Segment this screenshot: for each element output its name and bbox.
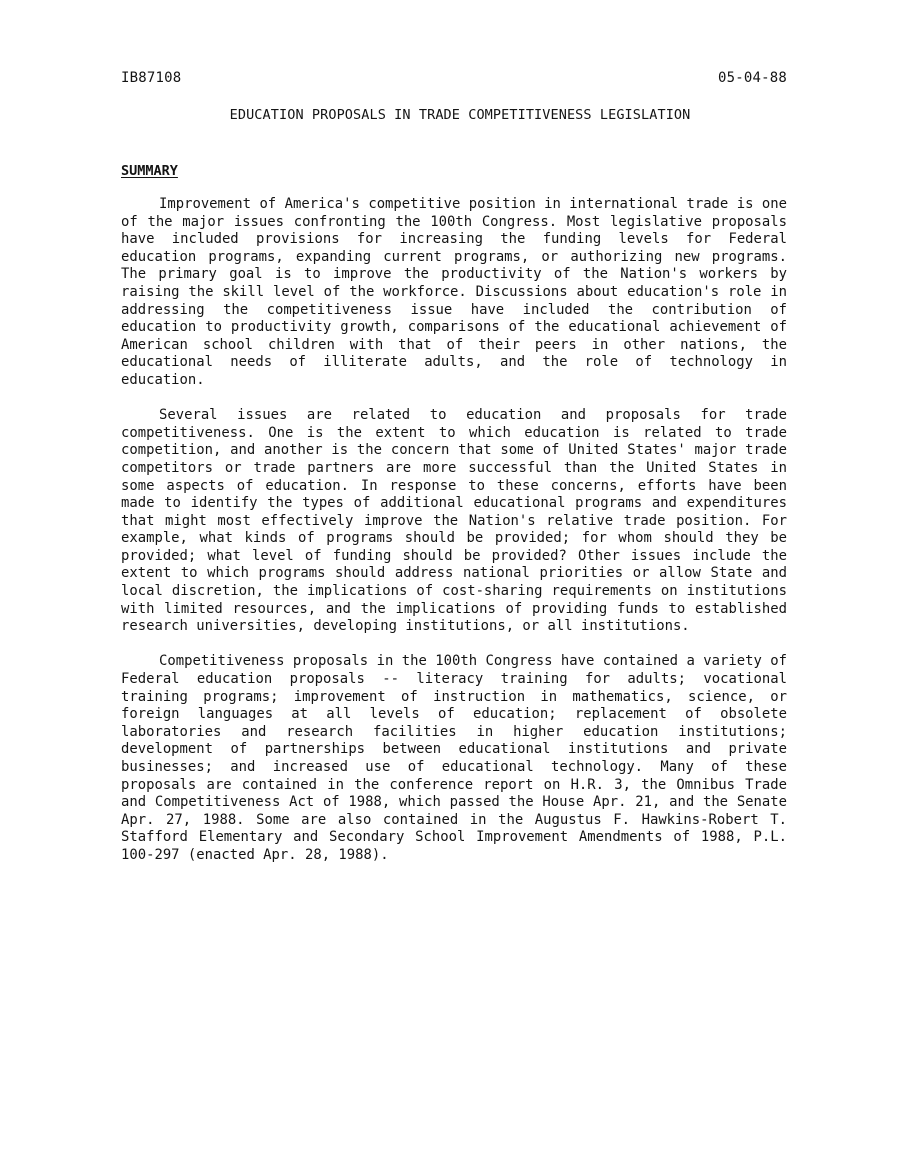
document-title: EDUCATION PROPOSALS IN TRADE COMPETITIVENESS LEGISLATION	[229, 107, 691, 123]
document-number: IB87108	[121, 70, 182, 86]
summary-paragraph-2: Several issues are related to education and proposals for trade competitiveness. One is the extent to which education is related to trade competition, and another is the concern that some of United States' major trade competitors or trade partners are more successful than the United States in some aspects of education. In response to these concerns, efforts have been made to identify the types of additional educational programs and expenditures that might most effectively improve the Nation's relative trade position. For example, what kinds of programs should be provided; for whom should they be provided; what level of funding should be provided? Other issues include the extent to which programs should address national priorities or allow State and local discretion, the implications of cost-sharing requirements on institutions with limited resources, and the implications of providing funds to established research universities, developing institutions, or all institutions.	[121, 407, 787, 635]
document-date: 05-04-88	[717, 70, 787, 86]
summary-paragraph-1: Improvement of America's competitive position in international trade is one of the major issues confronting the 100th Congress. Most legislative proposals have included provisions for increasing the funding levels for Federal education programs, expanding current programs, or authorizing new programs. The primary goal is to improve the productivity of the Nation's workers by raising the skill level of the workforce. Discussions about education's role in addressing the competitiveness issue have included the contribution of education to productivity growth, comparisons of the educational achievement of American school children with that of their peers in other nations, the educational needs of illiterate adults, and the role of technology in education.	[121, 196, 787, 388]
summary-body	[121, 196, 787, 882]
section-heading: SUMMARY	[121, 163, 178, 179]
summary-paragraph-3: Competitiveness proposals in the 100th Congress have contained a variety of Federal education proposals -- literacy training for adults; vocational training programs; improvement of instruction in mathematics, science, or foreign languages at all levels of education; replacement of obsolete laboratories and research facilities in higher education institutions; development of partnerships between educational institutions and private businesses; and increased use of educational technology. Many of these proposals are contained in the conference report on H.R. 3, the Omnibus Trade and Competitiveness Act of 1988, which passed the House Apr. 21, and the Senate Apr. 27, 1988. Some are also contained in the Augustus F. Hawkins-Robert T. Stafford Elementary and Secondary School Improvement Amendments of 1988, P.L. 100-297 (enacted Apr. 28, 1988).	[121, 653, 787, 863]
page-header	[121, 70, 787, 86]
